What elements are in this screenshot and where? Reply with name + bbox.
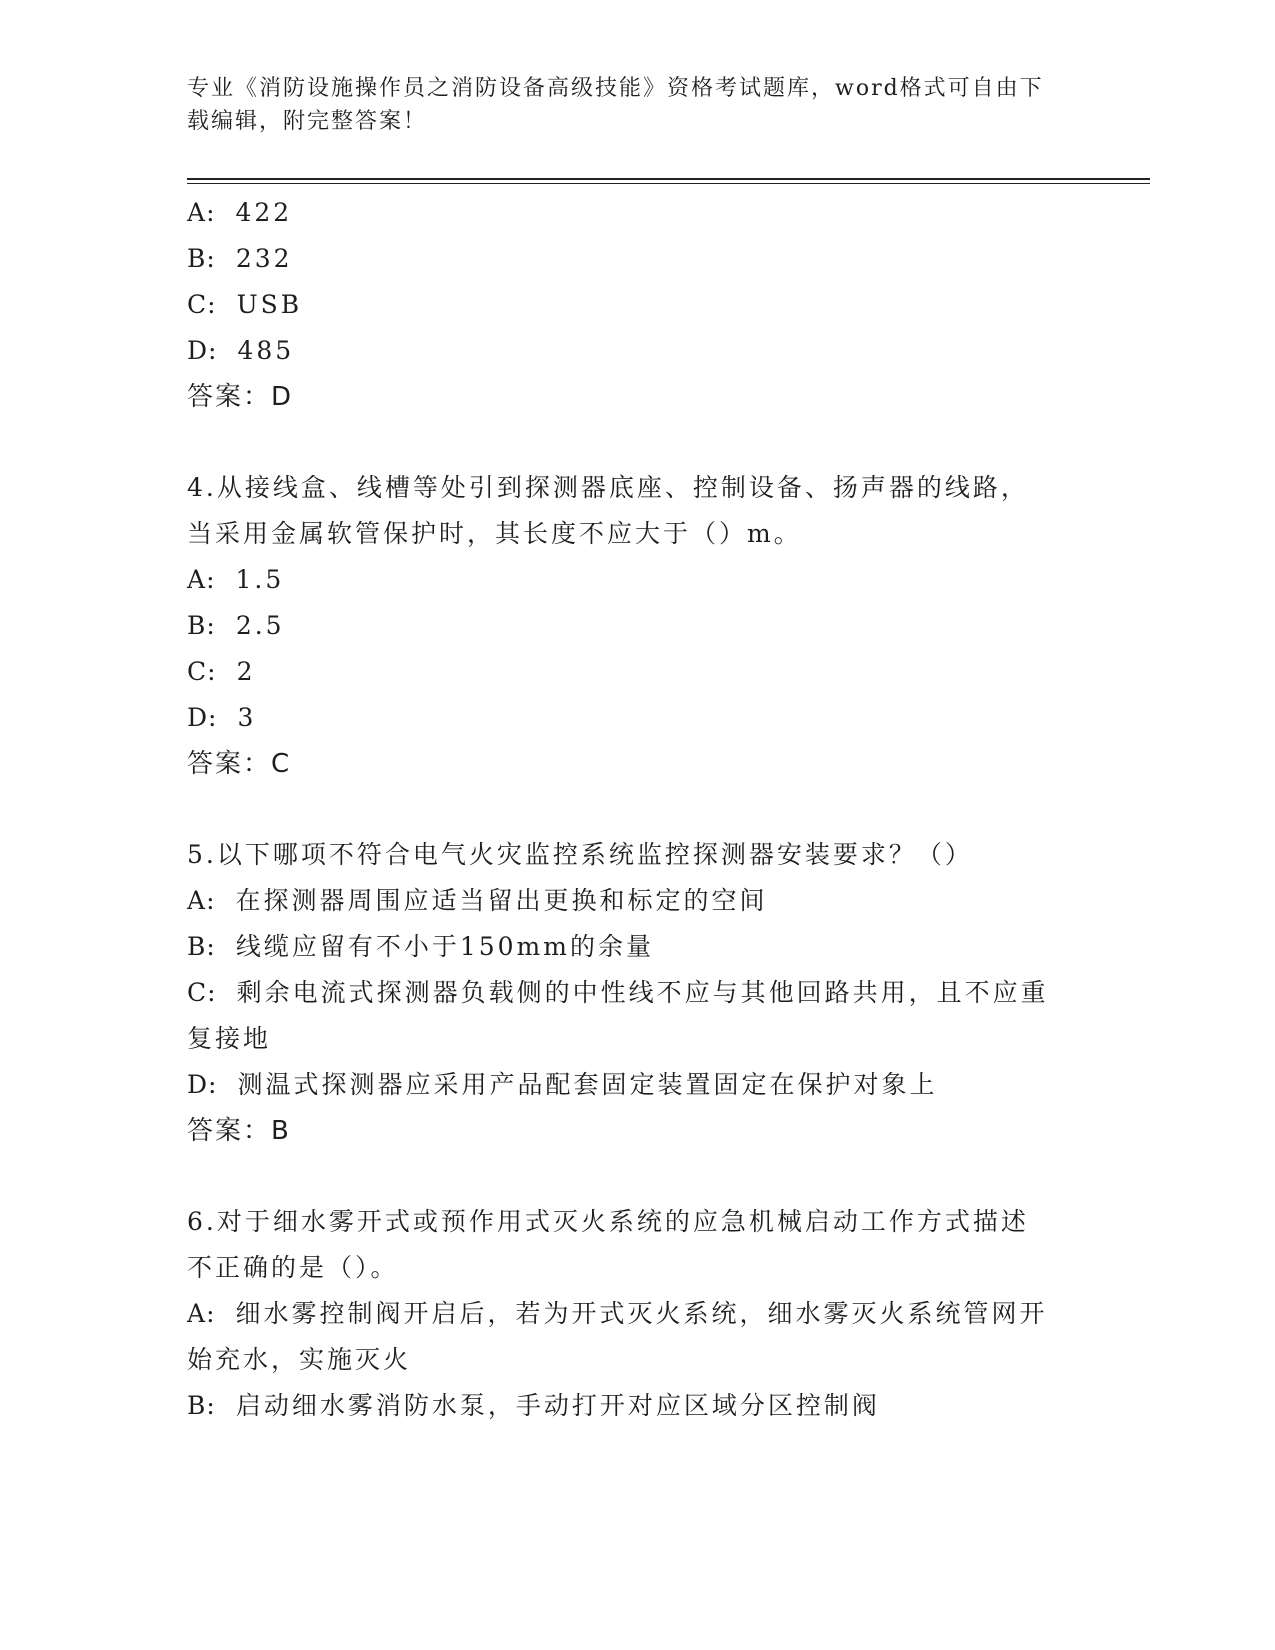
question-stem-continued: 不正确的是（）。 <box>187 1253 399 1282</box>
option-separator: : <box>206 611 218 640</box>
option-key: C <box>187 290 208 319</box>
option-separator: : <box>206 1299 218 1328</box>
option-key: B <box>187 1391 207 1420</box>
option-key: A <box>187 565 207 594</box>
option-c <box>187 970 1087 1016</box>
question-5 <box>187 832 1087 1154</box>
question-4 <box>187 465 1087 787</box>
option-text-continued: 复接地 <box>187 1024 272 1053</box>
option-text: 1.5 <box>235 565 285 594</box>
question-stem: 4.从接线盒、线槽等处引到探测器底座、控制设备、扬声器的线路， <box>187 473 1029 502</box>
option-d <box>187 1062 1087 1108</box>
option-separator: : <box>206 198 218 227</box>
option-key: C <box>187 978 208 1007</box>
option-separator: : <box>208 336 220 365</box>
question-list <box>187 190 1087 1429</box>
option-separator: : <box>208 1070 220 1099</box>
option-separator: : <box>206 886 218 915</box>
option-key: B <box>187 244 207 273</box>
option-key: D <box>187 336 209 365</box>
option-d <box>187 695 1087 741</box>
option-key: B <box>187 932 207 961</box>
option-c <box>187 282 1087 328</box>
option-text: 422 <box>235 198 293 227</box>
option-key: C <box>187 657 208 686</box>
option-text: 3 <box>237 703 257 732</box>
option-key: B <box>187 611 207 640</box>
option-a <box>187 557 1087 603</box>
question-stem: 5.以下哪项不符合电气火灾监控系统监控探测器安装要求？（） <box>187 840 973 869</box>
option-b <box>187 236 1087 282</box>
option-separator: : <box>206 565 218 594</box>
header-rule-top <box>187 178 1150 180</box>
option-text: 细水雾控制阀开启后，若为开式灭火系统，细水雾灭火系统管网开 <box>235 1299 1048 1328</box>
answer-line: 答案：D <box>187 382 294 412</box>
option-separator: : <box>208 703 220 732</box>
option-b <box>187 1383 1087 1429</box>
option-separator: : <box>206 932 218 961</box>
option-text: 在探测器周围应适当留出更换和标定的空间 <box>235 886 768 915</box>
option-a <box>187 190 1087 236</box>
option-a <box>187 878 1087 924</box>
answer-line: 答案：B <box>187 1116 291 1146</box>
question-3 <box>187 190 1087 420</box>
option-text: 2 <box>236 657 256 686</box>
option-text: 启动细水雾消防水泵，手动打开对应区域分区控制阀 <box>235 1391 880 1420</box>
option-separator: : <box>206 1391 218 1420</box>
option-text: 2.5 <box>235 611 285 640</box>
option-key: A <box>187 886 207 915</box>
header-text: 专业《消防设施操作员之消防设备高级技能》资格考试题库，word格式可自由下载编辑，附完整答案！ <box>187 76 1044 134</box>
option-text: 线缆应留有不小于150mm的余量 <box>235 932 654 961</box>
option-d <box>187 328 1087 374</box>
option-text: USB <box>236 290 303 319</box>
option-text: 232 <box>235 244 293 273</box>
option-c <box>187 649 1087 695</box>
option-text-continued: 始充水，实施灭火 <box>187 1345 412 1374</box>
option-a <box>187 1291 1087 1337</box>
header-rule-bottom <box>187 183 1150 184</box>
option-separator: : <box>207 657 219 686</box>
option-key: D <box>187 703 209 732</box>
question-6 <box>187 1199 1087 1429</box>
option-key: D <box>187 1070 209 1099</box>
option-text: 测温式探测器应采用产品配套固定装置固定在保护对象上 <box>237 1070 938 1099</box>
option-separator: : <box>207 290 219 319</box>
option-text: 485 <box>237 336 295 365</box>
option-text: 剩余电流式探测器负载侧的中性线不应与其他回路共用，且不应重 <box>236 978 1049 1007</box>
option-key: A <box>187 1299 207 1328</box>
answer-line: 答案：C <box>187 749 292 779</box>
option-key: A <box>187 198 207 227</box>
option-separator: : <box>206 244 218 273</box>
document-header <box>187 72 1067 138</box>
question-stem: 6.对于细水雾开式或预作用式灭火系统的应急机械启动工作方式描述 <box>187 1207 1029 1236</box>
option-separator: : <box>207 978 219 1007</box>
question-stem-continued: 当采用金属软管保护时，其长度不应大于（）m。 <box>187 519 802 548</box>
option-b <box>187 924 1087 970</box>
option-b <box>187 603 1087 649</box>
